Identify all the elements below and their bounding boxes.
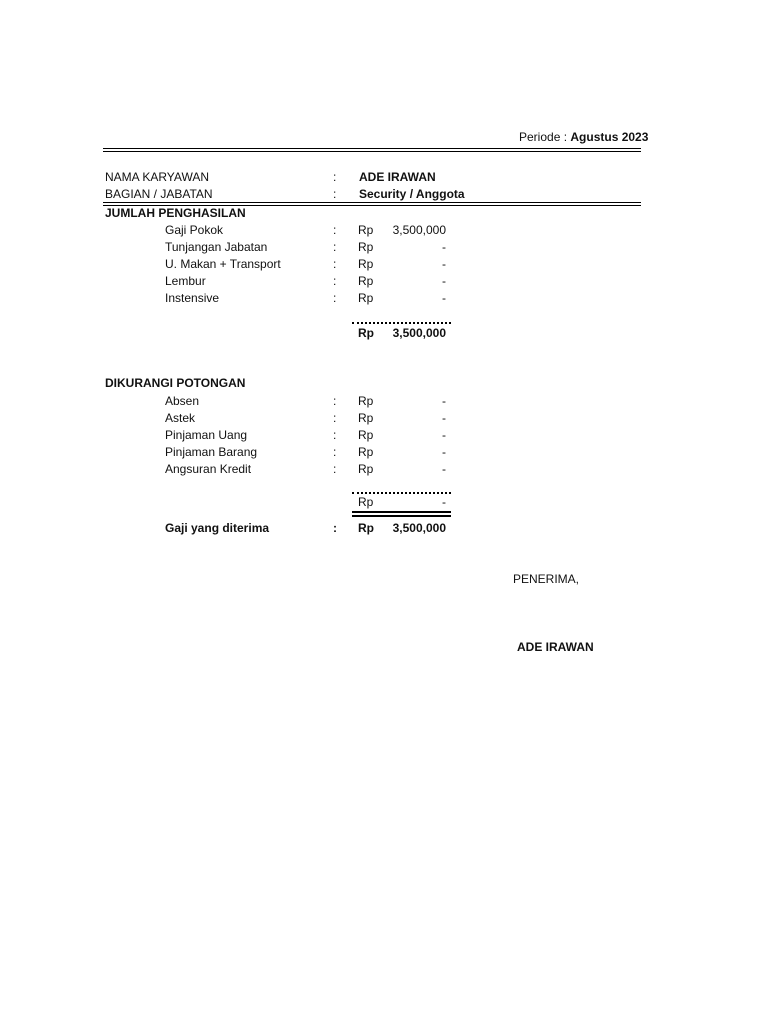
- income-item-label: Gaji Pokok: [165, 223, 224, 237]
- income-item-amount: 3,500,000: [392, 223, 446, 237]
- signature-name: ADE IRAWAN: [517, 640, 594, 654]
- income-item-amount: -: [442, 257, 446, 271]
- deduction-item-label: Absen: [165, 394, 200, 408]
- deduction-item-colon: :: [333, 445, 337, 459]
- deduction-item-amount: -: [442, 411, 446, 425]
- income-item-colon: :: [333, 240, 337, 254]
- income-item-label: Tunjangan Jabatan: [165, 240, 268, 254]
- employee-name-label: NAMA KARYAWAN: [105, 170, 210, 184]
- deduction-item-label: Astek: [165, 411, 196, 425]
- employee-divider-top: [103, 202, 641, 203]
- net-pay-colon: :: [333, 521, 337, 535]
- periode-line: [519, 130, 648, 144]
- header-divider-bottom: [103, 151, 641, 152]
- deductions-total-currency: Rp: [358, 495, 374, 509]
- deductions-total-underline-bottom: [352, 515, 451, 517]
- net-pay-amount: 3,500,000: [392, 521, 446, 535]
- employee-role-colon: :: [333, 187, 337, 201]
- deduction-item-currency: Rp: [358, 394, 374, 408]
- net-pay-label: Gaji yang diterima: [165, 521, 270, 535]
- deduction-item-amount: -: [442, 394, 446, 408]
- deduction-item-label: Pinjaman Barang: [165, 445, 258, 459]
- deduction-item-amount: -: [442, 445, 446, 459]
- header-divider-top: [103, 148, 641, 149]
- income-item-colon: :: [333, 223, 337, 237]
- income-item-currency: Rp: [358, 257, 374, 271]
- net-pay-currency: Rp: [358, 521, 374, 535]
- deductions-total-underline-top: [352, 511, 451, 513]
- employee-role-value: Security / Anggota: [359, 187, 465, 201]
- income-item-label: U. Makan + Transport: [165, 257, 281, 271]
- income-item-currency: Rp: [358, 274, 374, 288]
- income-heading: JUMLAH PENGHASILAN: [105, 206, 246, 220]
- deduction-item-colon: :: [333, 462, 337, 476]
- income-item-colon: :: [333, 257, 337, 271]
- deduction-item-colon: :: [333, 428, 337, 442]
- employee-role-label: BAGIAN / JABATAN: [105, 187, 213, 201]
- deduction-item-colon: :: [333, 394, 337, 408]
- income-item-currency: Rp: [358, 223, 374, 237]
- deduction-item-amount: -: [442, 462, 446, 476]
- periode-value: Agustus 2023: [570, 130, 649, 144]
- deduction-item-currency: Rp: [358, 428, 374, 442]
- deduction-item-amount: -: [442, 428, 446, 442]
- income-item-amount: -: [442, 240, 446, 254]
- deductions-total-divider: [352, 492, 451, 494]
- periode-label: Periode :: [519, 130, 568, 144]
- deduction-item-label: Pinjaman Uang: [165, 428, 248, 442]
- income-item-label: Lembur: [165, 274, 206, 288]
- income-item-currency: Rp: [358, 291, 374, 305]
- income-item-colon: :: [333, 291, 337, 305]
- signature-title: PENERIMA,: [513, 572, 580, 586]
- income-item-label: Instensive: [165, 291, 220, 305]
- deduction-item-label: Angsuran Kredit: [165, 462, 252, 476]
- employee-name-colon: :: [333, 170, 337, 184]
- income-total-divider: [352, 322, 451, 324]
- deductions-total-amount: -: [442, 495, 446, 509]
- deduction-item-currency: Rp: [358, 411, 374, 425]
- deductions-heading: DIKURANGI POTONGAN: [105, 376, 246, 390]
- deduction-item-currency: Rp: [358, 445, 374, 459]
- income-item-amount: -: [442, 291, 446, 305]
- income-item-colon: :: [333, 274, 337, 288]
- income-item-currency: Rp: [358, 240, 374, 254]
- deduction-item-colon: :: [333, 411, 337, 425]
- income-total-currency: Rp: [358, 326, 374, 340]
- income-item-amount: -: [442, 274, 446, 288]
- employee-name-value: ADE IRAWAN: [359, 170, 436, 184]
- deduction-item-currency: Rp: [358, 462, 374, 476]
- income-total-amount: 3,500,000: [392, 326, 446, 340]
